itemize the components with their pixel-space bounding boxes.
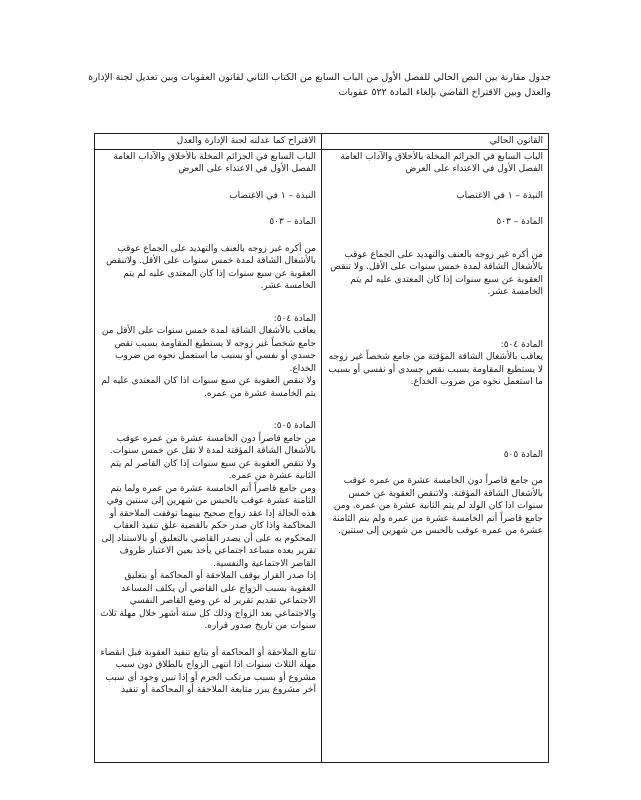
title-line-1: جدول مقارنة بين النص الحالي للفصل الأول من الباب السابع من الكتاب الثاني لقانون العقوبات وبين تعديل لجنة الإدارة [88,72,551,83]
title-line-2: والعدل وبين الاقتراح القاضي بإلغاء المادة ٥٢٢ عقوبات [338,87,551,98]
proposal-art505-text-3: إذا صدر القرار بوقف الملاحقة أو المحاكمة أو بتعليق العقوبة بسبب الزواج على القاضي أن يكلف المساعد الاجتماعي تقديم تقرير له عن وضع القاصر النفسي والاجتماعي بعد الزواج وذلك كل ستة أشهر خلال مهلة ثلاث سنوات من تاريخ صدور قراره. [100,571,316,631]
current-art504-title: المادة ٥٠٤: [500,339,543,350]
proposal-art505-text-1: من جامع قاصراً دون الخامسة عشرة من عمره عوقب بالأشغال الشاقة المؤقتة لمدة لا تقل عن خمس سنوات. ولا تنقص العقوبة عن سبع سنوات إذا كان القاصر لم يتم الثانية عشرة من عمره. [109,433,316,481]
header-current-law: القانون الحالي [322,134,549,150]
current-section-title: النبذة – ١ في الاغتصاب [456,190,543,201]
current-art505-title: المادة ٥٠٥ [503,449,543,460]
current-art504-text: يعاقب بالأشغال الشاقة المؤقتة من جامع شخصاً غير زوجه لا يستطيع المقاومة بسبب نقص جسدي أو نفسي أو بسبب ما استعمل نحوه من ضروب الخداع. [328,352,543,387]
current-heading-2: الفصل الأول في الاعتداء على العرض [405,164,543,174]
current-art503-text: من أكره غير زوجه بالعنف والتهديد على الجماع عوقب بالأشغال الشاقة لمدة خمس سنوات على الأقل. ولا تنقص العقوبة عن سبع سنوات إذا كان المعتدى عليه لم يتم الخامسة عشر. [330,249,543,297]
proposal-section-title: النبذة – ١ في الاغتصاب [229,190,316,201]
table-header-row [95,134,549,150]
comparison-table [94,133,549,763]
proposal-art503-text: من أكره غير زوجه بالعنف والتهديد على الجماع عوقب بالأشغال الشاقة لمدة خمس سنوات على الأقل. ولاتنقص العقوبة عن سبع سنوات إذا كان المعتدى عليه لم يتم الخامسة عشر. [106,243,316,291]
proposal-art503-title: المادة – ٥٠٣ [269,217,316,227]
document-title [81,70,551,100]
current-art505-text: من جامع قاصراً دون الخامسة عشرة من عمره عوقب بالأشغال الشاقة المؤقتة. ولاتنقص العقوبة عن خمس سنوات اذا كان الولد لم يتم الثانية عشرة من عمره. ومن جامع قاصراً أتم الخامسة عشرة من عمره ولم يتم الثامنة عشرة من عمره عوقب بالحبس من شهرين إلى سنتين. [332,476,543,536]
proposal-column [95,149,322,762]
table-body-row [95,149,549,762]
proposal-heading-2: الفصل الأول في الاعتداء على العرض [178,164,316,174]
proposal-art505-title: المادة ٥٠٥: [273,421,316,431]
current-law-column [322,149,549,762]
proposal-art505-text-4: تتابع الملاحقة أو المحاكمة أو يتابع تنفيذ العقوبة قبل انقضاء مهلة الثلاث سنوات اذا انتهى الزواج بالطلاق دون سبب مشروع أو بسبب مرتكب الجرم أو إذا تبين وجود أي سبب آخر مشروع يبرر متابعة الملاحقة أو المحاكمة أو تنفيذ [100,647,316,695]
header-proposal: الاقتراح كما عدلته لجنة الإدارة والعدل [95,134,322,150]
current-heading-1: الباب السابع في الجرائم المخلة بالأخلاق والآداب العامة [340,151,543,162]
proposal-art504-text-2: ولا تنقص العقوبة عن سبع سنوات اذا كان المعتدى عليه لم يتم الخامسة عشرة من عمره. [101,376,316,399]
current-art503-title: المادة – ٥٠٣ [496,217,543,227]
proposal-art504-text: يعاقب بالأشغال الشاقة لمدة خمس سنوات على الأقل من جامع شخصاً غير زوجه لا يستطيع المقاومة بسبب نقص جسدي أو نفسي أو بسبب ما استعمل نحوه من ضروب الخداع. [101,326,316,374]
proposal-heading-1: الباب السابع في الجرائم المخلة بالأخلاق والآداب العامة [113,151,316,162]
proposal-art505-text-2: ومن جامع قاصراً أتم الخامسة عشرة من عمره ولما يتم الثامنة عشرة عوقب بالحبس من شهرين إلى سنتين وفي هذه الحالة إذا عقد زواج صحيح بينهما توقفت الملاحقة أو المحاكمة واذا كان صدر حكم بالقضية علق تنفيذ العقاب المحكوم به على أن يصدر القاضي بالتعليق أو بالاستناد إلى تقرير يعده مساعد اجتماعي يأخذ بعين الاعتبار ظروف القاصر الاجتماعية والنفسية. [101,483,316,569]
proposal-art504-title: المادة ٥٠٤: [273,313,316,324]
